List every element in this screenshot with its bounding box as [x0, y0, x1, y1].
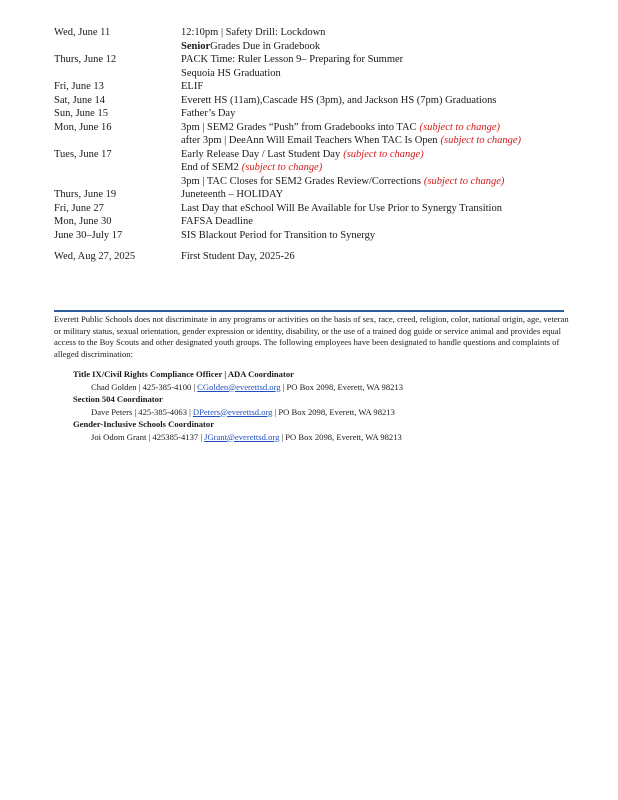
event-text: 3pm | SEM2 Grades “Push” from Gradebooks into TAC	[181, 121, 417, 133]
contact-email-link[interactable]: JGrant@everettsd.org	[204, 431, 280, 442]
schedule-event	[181, 26, 594, 40]
schedule-date: Thurs, June 12	[54, 54, 117, 65]
contact-email-link[interactable]: DPeters@everettsd.org	[192, 406, 273, 417]
schedule-date: Sun, June 15	[54, 108, 108, 119]
schedule-event	[181, 94, 594, 108]
schedule-date	[54, 175, 181, 189]
schedule-row	[54, 53, 594, 67]
schedule-row	[54, 175, 594, 189]
schedule-event	[181, 107, 594, 121]
schedule-date: June 30–July 17	[54, 229, 123, 241]
schedule-row	[54, 229, 594, 243]
schedule-row	[54, 134, 594, 148]
contact-name-phone: Chad Golden | 425-385-4100 |	[91, 381, 196, 392]
event-text: Early Release Day / Last Student Day	[181, 148, 341, 160]
schedule-row	[54, 94, 594, 108]
schedule-row	[54, 148, 594, 162]
subject-to-change-note: (subject to change)	[241, 162, 323, 173]
contact-details	[73, 381, 573, 394]
schedule-event	[181, 188, 594, 202]
schedule-date: Fri, June 27	[54, 202, 104, 214]
schedule-event	[181, 161, 594, 175]
subject-to-change-note: (subject to change)	[343, 148, 424, 160]
contact-role-title: Gender-Inclusive Schools Coordinator	[73, 419, 215, 429]
subject-to-change-note: (subject to change)	[419, 121, 501, 133]
event-text: ELIF	[181, 81, 204, 92]
schedule-event	[181, 121, 594, 135]
schedule-row	[54, 26, 594, 40]
schedule-row	[54, 40, 594, 54]
contact-address: | PO Box 2098, Everett, WA 98213	[274, 406, 395, 417]
schedule-row	[54, 80, 594, 94]
schedule-date: Mon, June 30	[54, 216, 112, 227]
schedule-event	[181, 134, 594, 148]
schedule-event	[181, 250, 594, 264]
schedule-date: Wed, Aug 27, 2025	[54, 251, 136, 262]
schedule-event	[181, 40, 594, 54]
event-text: Juneteenth – HOLIDAY	[181, 189, 284, 200]
contact-name-phone: Joi Odom Grant | 425385-4137 |	[91, 431, 203, 442]
schedule-date: Sat, June 14	[54, 94, 106, 106]
schedule-date: Fri, June 13	[54, 81, 104, 92]
schedule-spacer	[54, 242, 594, 250]
event-text: End of SEM2	[181, 162, 239, 173]
schedule-row	[54, 121, 594, 135]
schedule-event	[181, 67, 594, 81]
schedule-event	[181, 215, 594, 229]
event-text: Sequoia HS Graduation	[181, 67, 281, 79]
event-text: First Student Day, 2025-26	[181, 251, 295, 262]
event-text: PACK Time: Ruler Lesson 9– Preparing for Summer	[181, 54, 404, 65]
schedule-row	[54, 161, 594, 175]
schedule-list	[54, 26, 594, 264]
subject-to-change-note: (subject to change)	[423, 175, 505, 187]
contact-email-link[interactable]: CGolden@everettsd.org	[197, 381, 281, 392]
schedule-row	[54, 250, 594, 264]
event-text: after 3pm | DeeAnn Will Email Teachers When TAC Is Open	[181, 135, 438, 146]
schedule-event	[181, 202, 594, 216]
event-text: Grades Due in Gradebook	[210, 40, 321, 52]
event-text: Everett HS (11am),Cascade HS (3pm), and Jackson HS (7pm) Graduations	[181, 94, 497, 106]
schedule-date: Wed, June 11	[54, 27, 111, 38]
event-text: Last Day that eSchool Will Be Available for Use Prior to Synergy Transition	[181, 202, 502, 214]
event-text: 12:10pm | Safety Drill: Lockdown	[181, 27, 326, 38]
schedule-event	[181, 229, 594, 243]
nondiscrimination-notice: Everett Public Schools does not discriminate in any programs or activities on the basis of sex, race, creed, religion, color, national origin, age, veteran or military status, sexual orientation, gender expression or identity, disability, or the use of a trained dog guide or service animal and provides equal access to the Boy Scouts and other designated youth groups. The following employees have been designated to handle questions and complaints of alleged discrimination:	[54, 314, 569, 359]
schedule-date	[54, 134, 181, 148]
schedule-date	[54, 161, 181, 175]
section-divider	[54, 310, 564, 312]
schedule-row	[54, 202, 594, 216]
contact-address: | PO Box 2098, Everett, WA 98213	[282, 381, 404, 392]
event-text: FAFSA Deadline	[181, 216, 253, 227]
event-text: SIS Blackout Period for Transition to Synergy	[181, 229, 376, 241]
schedule-date	[54, 67, 181, 81]
subject-to-change-note: (subject to change)	[440, 135, 521, 146]
contact-role-title: Section 504 Coordinator	[73, 394, 163, 404]
contacts-list	[73, 368, 573, 443]
contact-role-title: Title IX/Civil Rights Compliance Officer | ADA Coordinator	[73, 369, 294, 379]
event-text: Father’s Day	[181, 108, 236, 119]
schedule-event	[181, 148, 594, 162]
event-emphasis: Senior	[181, 40, 211, 52]
schedule-date: Mon, June 16	[54, 121, 112, 133]
contact-name-phone: Dave Peters | 425-385-4063 |	[91, 406, 191, 417]
schedule-date: Thurs, June 19	[54, 189, 117, 200]
schedule-date	[54, 40, 181, 54]
schedule-event	[181, 175, 594, 189]
schedule-row	[54, 107, 594, 121]
event-text: 3pm | TAC Closes for SEM2 Grades Review/Corrections	[181, 175, 421, 187]
schedule-date: Tues, June 17	[54, 148, 112, 160]
schedule-row	[54, 67, 594, 81]
schedule-event	[181, 53, 594, 67]
schedule-row	[54, 215, 594, 229]
contact-details	[73, 406, 573, 419]
contact-details	[73, 431, 573, 444]
contact-address: | PO Box 2098, Everett, WA 98213	[281, 431, 402, 442]
schedule-row	[54, 188, 594, 202]
schedule-event	[181, 80, 594, 94]
